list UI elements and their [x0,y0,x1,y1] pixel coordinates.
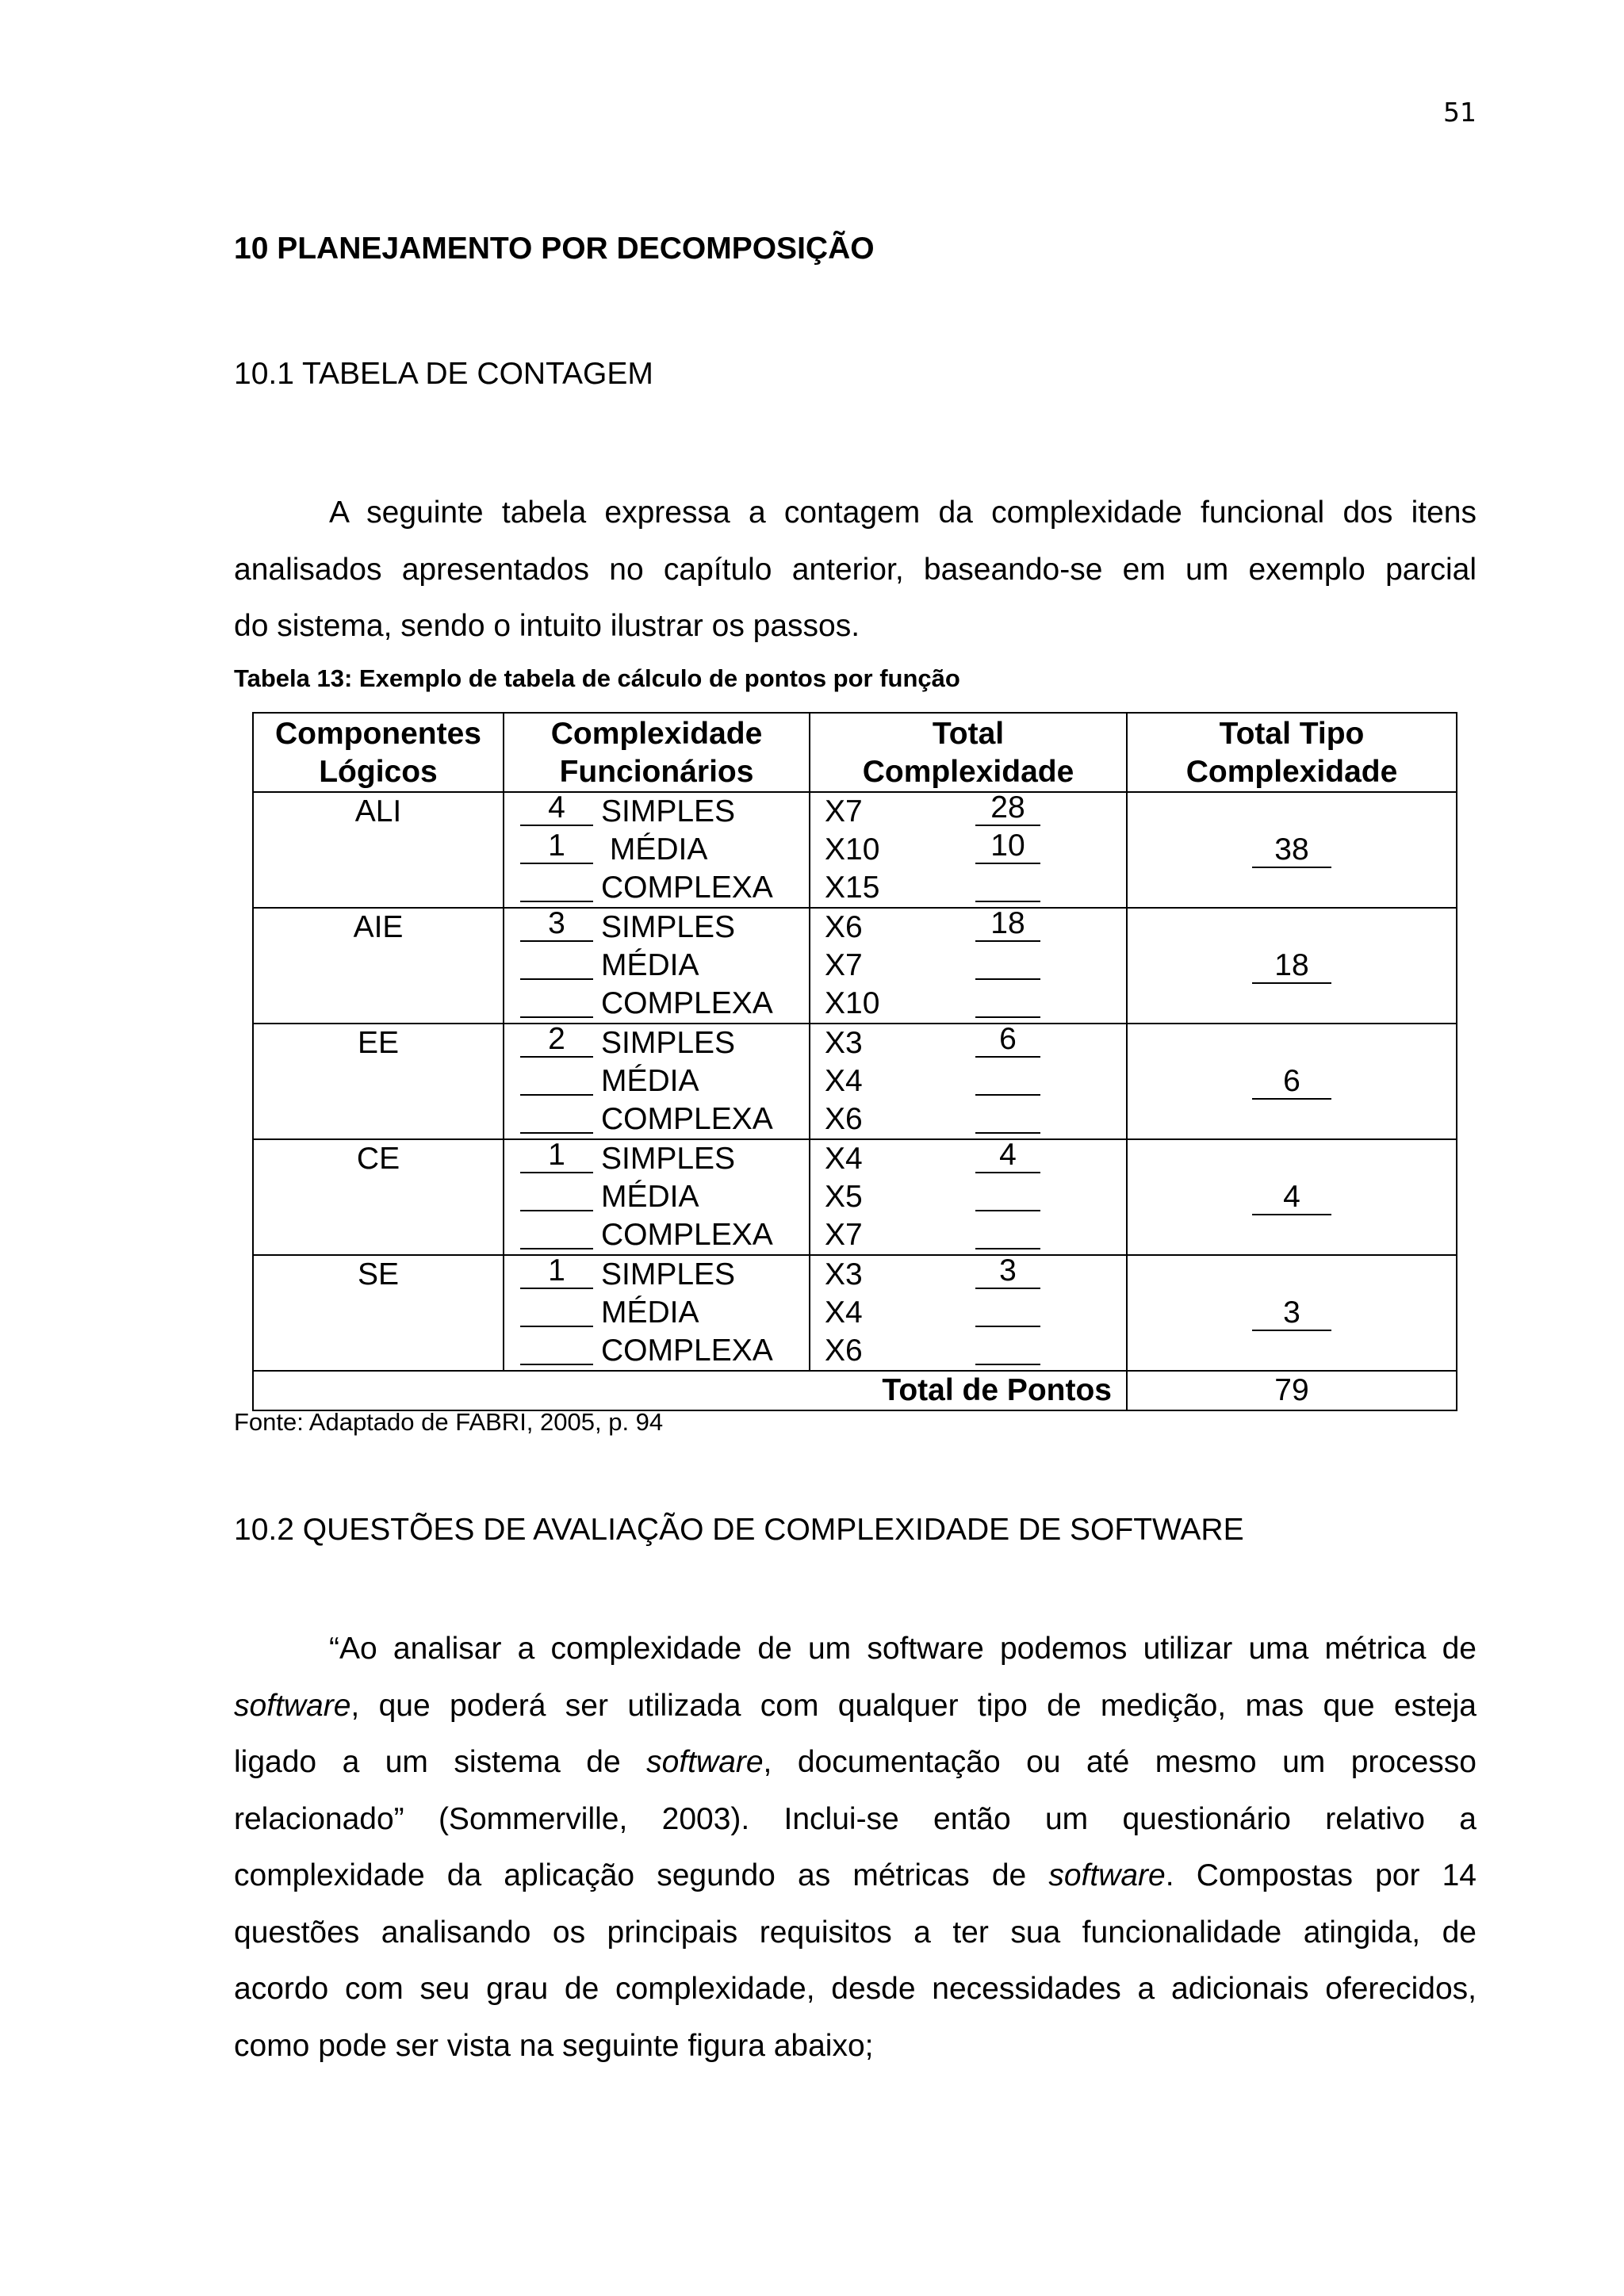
weighted-total [975,1100,1040,1134]
weight-multiplier: X10 [825,986,880,1020]
level-label: COMPLEXA [601,1102,773,1136]
paragraph-line: do sistema, sendo o intuito ilustrar os passos. [234,609,860,643]
level-label: COMPLEXA [601,986,773,1020]
paragraph-text: A seguinte tabela expressa a contagem da complexidade funcional dos itens [329,496,1477,530]
weighted-total [975,869,1040,902]
level-label: SIMPLES [601,1026,736,1060]
weight-multiplier: X3 [825,1026,863,1060]
paragraph-text: acordo com seu grau de complexidade, desde necessidades a adicionais oferecidos, [234,1972,1477,2006]
paragraph-line: analisados apresentados no capítulo anterior, baseando-se em um exemplo parcial [234,552,1477,587]
body-paragraph [234,1621,1477,2074]
complexity-total-line [825,1178,1126,1216]
table-row [253,1255,1457,1371]
weight-multiplier: X10 [825,832,880,867]
complexity-total-line [825,1253,1126,1294]
weighted-total: 4 [975,1140,1040,1173]
level-label: SIMPLES [601,1142,736,1176]
type-total: 6 [1252,1066,1331,1100]
level-count [520,985,593,1018]
level-label: COMPLEXA [601,871,773,905]
italic-term: software [234,1688,351,1723]
weight-multiplier: X3 [825,1257,863,1292]
header-text: Total Tipo [1219,717,1365,751]
weighted-total [975,947,1040,980]
type-total: 38 [1252,835,1331,868]
complexity-total-line [825,869,1126,907]
complexity-totals [810,792,1127,908]
level-label: MÉDIA [601,1180,699,1214]
header-total-complexidade [810,713,1127,792]
component-name: SE [253,1255,504,1371]
paragraph-text: , documentação ou até mesmo um processo [763,1745,1477,1779]
weight-multiplier: X4 [825,1295,863,1330]
weight-multiplier: X15 [825,871,880,905]
header-text: Total [932,717,1005,751]
complexity-counts [504,792,810,908]
complexity-level [520,947,809,985]
component-name: CE [253,1139,504,1255]
complexity-totals [810,908,1127,1024]
complexity-level [520,1216,809,1254]
complexity-counts [504,908,810,1024]
level-count [520,1178,593,1211]
complexity-total-line [825,947,1126,985]
header-text: Complexidade [550,717,763,751]
level-label: MÉDIA [601,1295,699,1330]
complexity-level [520,906,809,947]
weight-multiplier: X5 [825,1180,863,1214]
weight-multiplier: X6 [825,1334,863,1368]
total-points-value: 79 [1127,1371,1457,1410]
complexity-level [520,1062,809,1100]
paragraph-text: questões analisando os principais requisitos a ter sua funcionalidade atingida, de [234,1915,1477,1950]
type-total-cell [1127,792,1457,908]
complexity-totals [810,1255,1127,1371]
header-componentes [253,713,504,792]
level-count [520,1216,593,1249]
level-count: 1 [520,1140,593,1173]
level-label: SIMPLES [601,1257,736,1292]
complexity-total-line [825,790,1126,831]
total-points-label: Total de Pontos [253,1371,1127,1410]
paragraph-text: complexidade da aplicação segundo as métricas de [234,1858,1049,1892]
complexity-counts [504,1024,810,1139]
paragraph-line [234,1734,1477,1791]
weight-multiplier: X6 [825,910,863,944]
paragraph-line [234,1847,1477,1904]
weight-multiplier: X7 [825,1218,863,1252]
paragraph-line [234,484,1477,541]
table-row [253,908,1457,1024]
complexity-level [520,828,809,869]
level-label: MÉDIA [601,832,708,867]
weighted-total [975,1178,1040,1211]
complexity-level [520,1140,809,1178]
complexity-total-line [825,1100,1126,1138]
complexity-counts [504,1255,810,1371]
complexity-total-line [825,1062,1126,1100]
weighted-total: 18 [975,909,1040,942]
paragraph-line [234,1678,1477,1735]
intro-paragraph [234,484,1477,655]
complexity-level [520,1294,809,1332]
complexity-total-line [825,828,1126,869]
weighted-total [975,1332,1040,1365]
paragraph-text: como pode ser vista na seguinte figura abaixo; [234,2028,874,2063]
level-count [520,1332,593,1365]
component-name: AIE [253,908,504,1024]
weighted-total: 6 [975,1024,1040,1058]
table-source: Fonte: Adaptado de FABRI, 2005, p. 94 [234,1408,664,1436]
weighted-total [975,1216,1040,1249]
weight-multiplier: X7 [825,794,863,828]
header-text: Funcionários [559,755,754,789]
table-row [253,792,1457,908]
table-row [253,1024,1457,1139]
weighted-total: 10 [975,831,1040,864]
header-text: Complexidade [1185,755,1398,789]
italic-term: software [646,1745,764,1779]
type-total-cell [1127,1024,1457,1139]
level-count: 4 [520,793,593,826]
complexity-level [520,1253,809,1294]
paragraph-line [234,1621,1477,1678]
level-label: MÉDIA [601,1064,699,1098]
complexity-level [520,1332,809,1370]
level-count [520,869,593,902]
component-name: EE [253,1024,504,1139]
type-total-cell [1127,1139,1457,1255]
complexity-total-line [825,1216,1126,1254]
level-count: 1 [520,831,593,864]
complexity-counts [504,1139,810,1255]
type-total-cell [1127,1255,1457,1371]
paragraph-line [234,2018,1477,2075]
level-label: COMPLEXA [601,1334,773,1368]
level-count: 1 [520,1256,593,1289]
table-row [253,1139,1457,1255]
complexity-level [520,1100,809,1138]
complexity-total-line [825,1024,1126,1062]
table-header-row [253,713,1457,792]
weight-multiplier: X4 [825,1064,863,1098]
level-label: SIMPLES [601,794,736,828]
level-label: SIMPLES [601,910,736,944]
table-caption: Tabela 13: Exemplo de tabela de cálculo de pontos por função [234,664,960,692]
complexity-total-line [825,1140,1126,1178]
complexity-totals [810,1139,1127,1255]
level-label: COMPLEXA [601,1218,773,1252]
complexity-total-line [825,906,1126,947]
weight-multiplier: X7 [825,948,863,982]
weight-multiplier: X6 [825,1102,863,1136]
complexity-total-line [825,985,1126,1023]
type-total: 18 [1252,951,1331,984]
type-total-cell [1127,908,1457,1024]
paragraph-line [234,1904,1477,1961]
section-heading-10-2: 10.2 QUESTÕES DE AVALIAÇÃO DE COMPLEXIDADE DE SOFTWARE [234,1513,1244,1547]
complexity-level [520,1178,809,1216]
weighted-total [975,1294,1040,1327]
weighted-total [975,985,1040,1018]
section-heading-10-1: 10.1 TABELA DE CONTAGEM [234,357,653,391]
level-count: 3 [520,909,593,942]
paragraph-text: , que poderá ser utilizada com qualquer tipo de medição, mas que esteja [350,1688,1477,1723]
weighted-total [975,1062,1040,1096]
header-complexidade-funcionarios [504,713,810,792]
italic-term: software [1048,1858,1166,1892]
complexity-level [520,869,809,907]
level-count [520,1294,593,1327]
complexity-level [520,790,809,831]
header-total-tipo [1127,713,1457,792]
level-count [520,1062,593,1096]
level-count [520,1100,593,1134]
paragraph-text: relacionado” (Sommerville, 2003). Inclui-se então um questionário relativo a [234,1801,1477,1836]
level-label: MÉDIA [601,948,699,982]
complexity-level [520,1024,809,1062]
chapter-heading: 10 PLANEJAMENTO POR DECOMPOSIÇÃO [234,232,875,266]
total-row [253,1371,1457,1410]
paragraph-line [234,1961,1477,2018]
complexity-totals [810,1024,1127,1139]
paragraph-line [234,1791,1477,1848]
weighted-total: 28 [975,793,1040,826]
function-point-table [252,712,1457,1411]
paragraph-text: “Ao analisar a complexidade de um software podemos utilizar uma métrica de [329,1632,1477,1666]
page-number: 51 [1443,97,1477,128]
level-count [520,947,593,980]
type-total: 4 [1252,1182,1331,1215]
complexity-total-line [825,1294,1126,1332]
type-total: 3 [1252,1298,1331,1331]
header-text: Complexidade [862,755,1074,789]
complexity-total-line [825,1332,1126,1370]
component-name: ALI [253,792,504,908]
weighted-total: 3 [975,1256,1040,1289]
header-text: Lógicos [319,755,438,789]
header-text: Componentes [274,717,481,751]
complexity-level [520,985,809,1023]
paragraph-text: . Compostas por 14 [1165,1858,1477,1892]
level-count: 2 [520,1024,593,1058]
paragraph-text: ligado a um sistema de [234,1745,647,1779]
weight-multiplier: X4 [825,1142,863,1176]
